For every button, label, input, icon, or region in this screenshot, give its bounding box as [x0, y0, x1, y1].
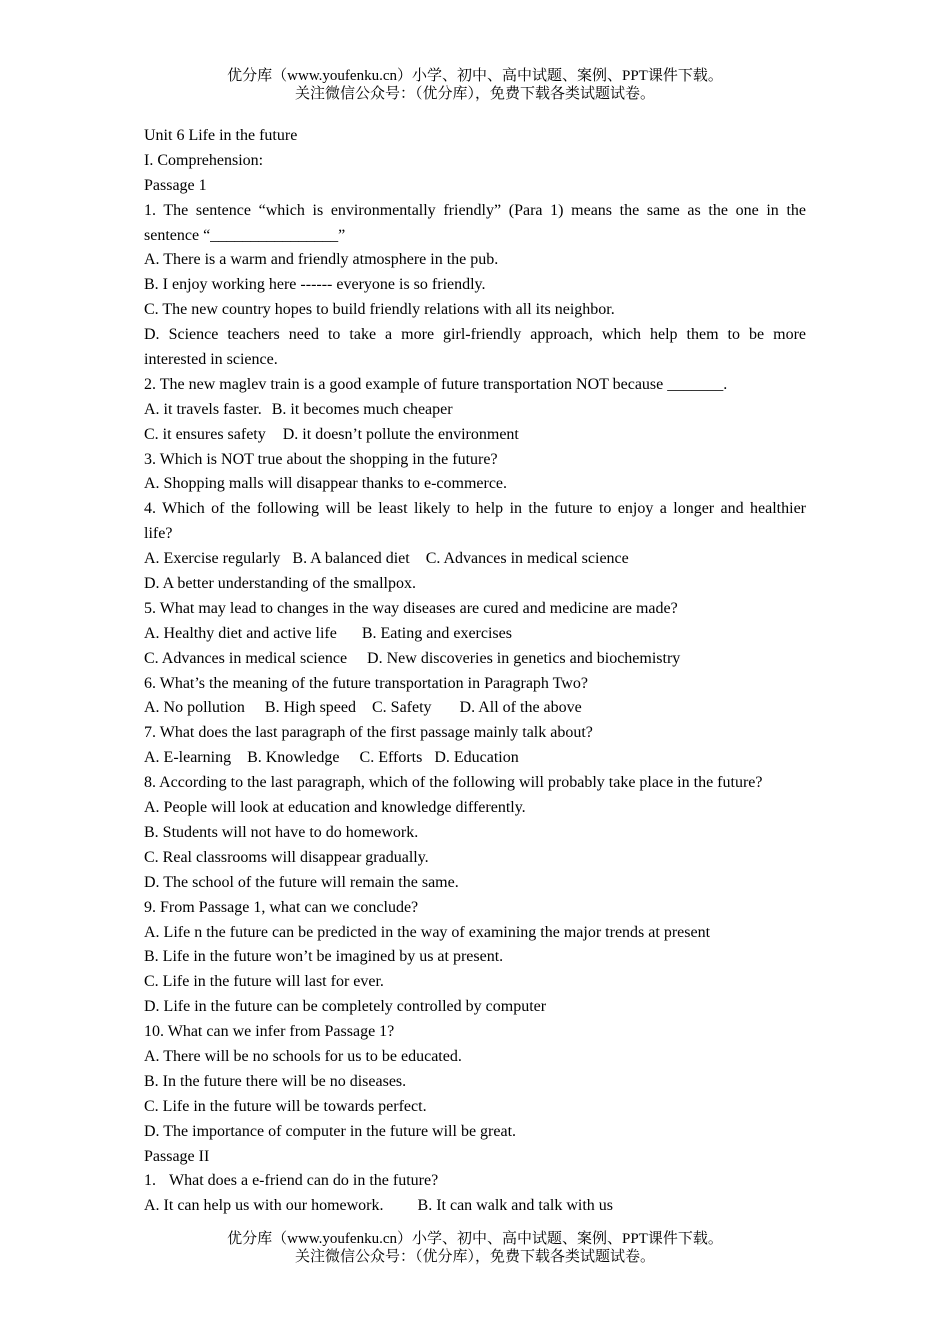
p2-question-1 [144, 1169, 806, 1194]
q2-option-c: C. it ensures safety [144, 425, 266, 443]
page-header [0, 67, 950, 103]
question-4-line-1: 4. Which of the following will be least likely to help in the future to enjoy a longer and healthier [144, 500, 806, 518]
q5-option-d: D. New discoveries in genetics and biochemistry [367, 649, 681, 667]
q9-option-c: C. Life in the future will last for ever. [144, 973, 384, 991]
q8-option-d: D. The school of the future will remain the same. [144, 873, 459, 891]
q1-option-c: C. The new country hopes to build friendly relations with all its neighbor. [144, 301, 615, 319]
question-7: 7. What does the last paragraph of the first passage mainly talk about? [144, 724, 593, 742]
q7-options-row [144, 746, 806, 771]
q2-option-d: D. it doesn’t pollute the environment [282, 425, 519, 443]
p2-q1-option-b: B. It can walk and talk with us [417, 1197, 614, 1215]
p2-q1-options-row [144, 1194, 806, 1219]
q5-option-c: C. Advances in medical science [144, 649, 348, 667]
q1-option-d-line-1: D. Science teachers need to take a more girl-friendly approach, which help them to be more [144, 326, 806, 344]
question-8: 8. According to the last paragraph, which of the following will probably take place in the future? [144, 774, 763, 792]
q9-option-b: B. Life in the future won’t be imagined by us at present. [144, 948, 504, 966]
p2-question-1-text: What does a e-friend can do in the future? [169, 1172, 439, 1190]
p2-question-1-number: 1. [144, 1172, 156, 1190]
q2-options-row-2 [144, 423, 806, 448]
q7-option-c: C. Efforts [359, 749, 423, 767]
q8-option-c: C. Real classrooms will disappear gradually. [144, 848, 429, 866]
q1-option-b: B. I enjoy working here ------ everyone is so friendly. [144, 276, 486, 294]
q4-option-b: B. A balanced diet [292, 550, 410, 568]
q5-options-row-1 [144, 622, 806, 647]
p2-q1-option-a: A. It can help us with our homework. [144, 1197, 384, 1215]
q7-option-a: A. E-learning [144, 749, 232, 767]
page-footer [0, 1230, 950, 1266]
question-2: 2. The new maglev train is a good example of future transportation NOT because _______. [144, 375, 728, 393]
question-9: 9. From Passage 1, what can we conclude? [144, 898, 419, 916]
q4-option-c: C. Advances in medical science [425, 550, 629, 568]
q6-option-d: D. All of the above [459, 699, 582, 717]
q6-option-b: B. High speed [264, 699, 356, 717]
question-1-line-2: sentence “________________” [144, 226, 346, 244]
q2-option-b: B. it becomes much cheaper [271, 400, 453, 418]
q4-options-row-1 [144, 547, 806, 572]
q4-option-a: A. Exercise regularly [144, 550, 281, 568]
passage-2-heading: Passage II [144, 1147, 210, 1165]
q5-options-row-2 [144, 647, 806, 672]
question-6: 6. What’s the meaning of the future transportation in Paragraph Two? [144, 674, 588, 692]
q10-option-a: A. There will be no schools for us to be educated. [144, 1047, 462, 1065]
q7-option-d: D. Education [434, 749, 519, 767]
footer-line-2: 关注微信公众号：（优分库），免费下载各类试题试卷。 [294, 1249, 655, 1265]
passage-1-heading: Passage 1 [144, 176, 207, 194]
q10-option-d: D. The importance of computer in the future will be great. [144, 1122, 517, 1140]
q4-option-d: D. A better understanding of the smallpox. [144, 575, 416, 593]
question-4-line-2: life? [144, 525, 173, 543]
q6-options-row [144, 696, 806, 721]
section-heading: I. Comprehension: [144, 151, 264, 169]
q9-option-a: A. Life n the future can be predicted in the way of examining the major trends at present [144, 923, 711, 941]
header-line-2: 关注微信公众号：（优分库），免费下载各类试题试卷。 [294, 86, 655, 102]
question-3: 3. Which is NOT true about the shopping in the future? [144, 450, 498, 468]
q10-option-c: C. Life in the future will be towards perfect. [144, 1097, 427, 1115]
q5-option-b: B. Eating and exercises [361, 624, 512, 642]
q3-option-a: A. Shopping malls will disappear thanks to e-commerce. [144, 475, 508, 493]
q1-option-a: A. There is a warm and friendly atmosphere in the pub. [144, 251, 499, 269]
q6-option-c: C. Safety [372, 699, 432, 717]
question-10: 10. What can we infer from Passage 1? [144, 1023, 395, 1041]
q2-options-row-1 [144, 398, 806, 423]
q10-option-b: B. In the future there will be no diseases. [144, 1072, 407, 1090]
header-line-1: 优分库（www.youfenku.cn）小学、初中、高中试题、案例、PPT课件下载。 [227, 68, 723, 84]
question-1-line-1: 1. The sentence “which is environmentally friendly” (Para 1) means the same as the one in the [144, 201, 806, 219]
q7-option-b: B. Knowledge [247, 749, 340, 767]
q2-option-a: A. it travels faster. [144, 400, 262, 418]
q5-option-a: A. Healthy diet and active life [144, 624, 337, 642]
footer-line-1: 优分库（www.youfenku.cn）小学、初中、高中试题、案例、PPT课件下载。 [227, 1231, 723, 1247]
q9-option-d: D. Life in the future can be completely controlled by computer [144, 998, 547, 1016]
question-5: 5. What may lead to changes in the way diseases are cured and medicine are made? [144, 599, 678, 617]
q8-option-a: A. People will look at education and knowledge differently. [144, 799, 526, 817]
document-body [144, 124, 806, 1219]
q1-option-d-line-2: interested in science. [144, 351, 278, 369]
unit-title: Unit 6 Life in the future [144, 127, 298, 144]
q8-option-b: B. Students will not have to do homework. [144, 823, 419, 841]
q6-option-a: A. No pollution [144, 699, 245, 717]
